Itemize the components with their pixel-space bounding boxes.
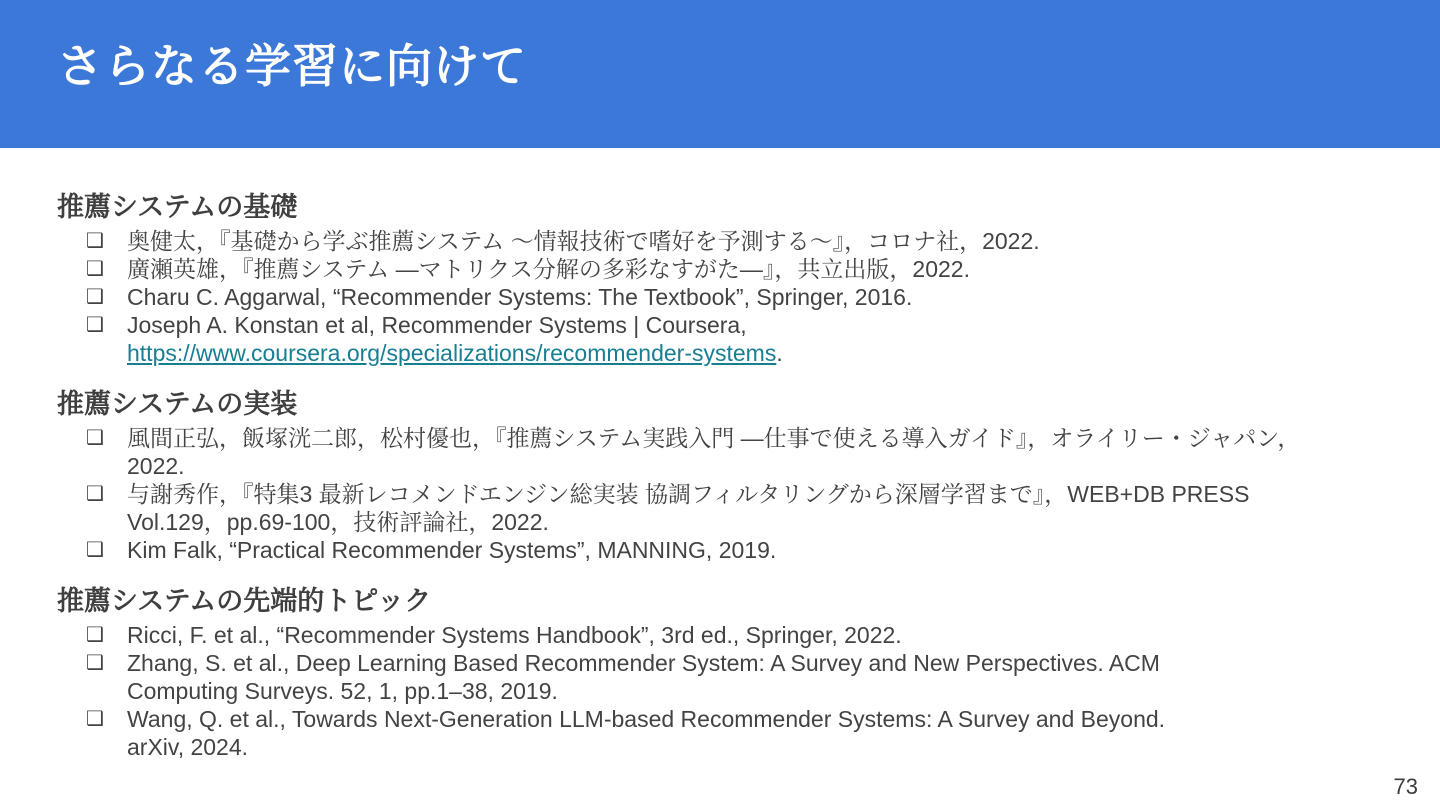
- reference-line: [127, 283, 1383, 311]
- reference-line: [127, 733, 1383, 761]
- section-heading: 推薦システムの基礎: [57, 192, 298, 222]
- section-heading: 推薦システムの実装: [57, 389, 298, 420]
- bullet-square-icon: ❑: [86, 708, 104, 731]
- reference-line: [127, 480, 1383, 508]
- coursera-link[interactable]: https://www.coursera.org/specializations/recommender-systems: [127, 340, 777, 367]
- reference-item: [57, 283, 1383, 311]
- section-0: [57, 192, 1383, 367]
- reference-line: [127, 705, 1383, 733]
- reference-line: [127, 424, 1383, 452]
- reference-item: [57, 480, 1383, 536]
- reference-segment: Zhang, S. et al., Deep Learning Based Recommender System: A Survey and New Perspectives. ACM: [127, 650, 1160, 677]
- reference-text: [127, 424, 1383, 480]
- reference-item: [57, 311, 1383, 367]
- reference-segment: 風間正弘，飯塚洸二郎，松村優也，『推薦システム実践入門 ―仕事で使える導入ガイド』，オライリー・ジャパン，: [127, 425, 1301, 452]
- reference-line: [127, 227, 1383, 255]
- reference-text: [127, 255, 1383, 283]
- reference-segment: .: [776, 340, 783, 367]
- reference-item: [57, 255, 1383, 283]
- reference-line: [127, 508, 1383, 536]
- reference-item: [57, 536, 1383, 564]
- reference-segment: 奥健太，『基礎から学ぶ推薦システム ～情報技術で嗜好を予測する～』，コロナ社，2022.: [127, 228, 1040, 255]
- bullet-square-icon: ❑: [86, 286, 104, 309]
- reference-list: [57, 621, 1383, 761]
- slide-header: [0, 0, 1440, 148]
- reference-line: [127, 452, 1383, 480]
- reference-list: [57, 227, 1383, 367]
- reference-text: [127, 536, 1383, 564]
- reference-text: [127, 649, 1383, 705]
- reference-line: [127, 255, 1383, 283]
- section-heading: 推薦システムの先端的トピック: [57, 586, 432, 617]
- reference-text: [127, 480, 1383, 536]
- page-number: 73: [1393, 774, 1418, 799]
- reference-segment: Computing Surveys. 52, 1, pp.1–38, 2019.: [127, 678, 558, 705]
- reference-segment: 2022.: [127, 453, 185, 480]
- reference-line: [127, 536, 1383, 564]
- reference-text: [127, 227, 1383, 255]
- reference-item: [57, 621, 1383, 649]
- bullet-square-icon: ❑: [86, 427, 104, 450]
- reference-segment: Wang, Q. et al., Towards Next-Generation LLM-based Recommender Systems: A Survey and Beyond.: [127, 706, 1166, 733]
- reference-text: [127, 705, 1383, 761]
- reference-item: [57, 424, 1383, 480]
- reference-segment: Charu C. Aggarwal, “Recommender Systems: The Textbook”, Springer, 2016.: [127, 284, 913, 311]
- reference-line: [127, 311, 1383, 339]
- bullet-square-icon: ❑: [86, 539, 104, 562]
- bullet-square-icon: ❑: [86, 314, 104, 337]
- bullet-square-icon: ❑: [86, 483, 104, 506]
- reference-segment: 廣瀬英雄，『推薦システム ―マトリクス分解の多彩なすがた―』，共立出版，2022.: [127, 256, 970, 283]
- reference-item: [57, 227, 1383, 255]
- reference-list: [57, 424, 1383, 564]
- reference-item: [57, 705, 1383, 761]
- section-1: [57, 389, 1383, 564]
- reference-line: [127, 649, 1383, 677]
- slide-title: さらなる学習に向けて: [57, 40, 527, 92]
- bullet-square-icon: ❑: [86, 258, 104, 281]
- reference-segment: arXiv, 2024.: [127, 734, 249, 761]
- reference-text: [127, 283, 1383, 311]
- reference-line: [127, 339, 1383, 367]
- reference-segment: Vol.129，pp.69-100，技術評論社，2022.: [127, 509, 549, 536]
- reference-segment: 与謝秀作，『特集3 最新レコメンドエンジン総実装 協調フィルタリングから深層学習まで』，WEB+DB PRESS: [127, 481, 1250, 508]
- reference-line: [127, 621, 1383, 649]
- bullet-square-icon: ❑: [86, 652, 104, 675]
- bullet-square-icon: ❑: [86, 624, 104, 647]
- reference-segment: Joseph A. Konstan et al, Recommender Systems | Coursera,: [127, 312, 747, 339]
- reference-text: [127, 621, 1383, 649]
- reference-text: [127, 311, 1383, 367]
- reference-item: [57, 649, 1383, 705]
- bullet-square-icon: ❑: [86, 230, 104, 253]
- reference-segment: Ricci, F. et al., “Recommender Systems Handbook”, 3rd ed., Springer, 2022.: [127, 622, 902, 649]
- slide-body: [0, 192, 1440, 761]
- reference-line: [127, 677, 1383, 705]
- reference-segment: Kim Falk, “Practical Recommender Systems”, MANNING, 2019.: [127, 537, 777, 564]
- section-2: [57, 586, 1383, 761]
